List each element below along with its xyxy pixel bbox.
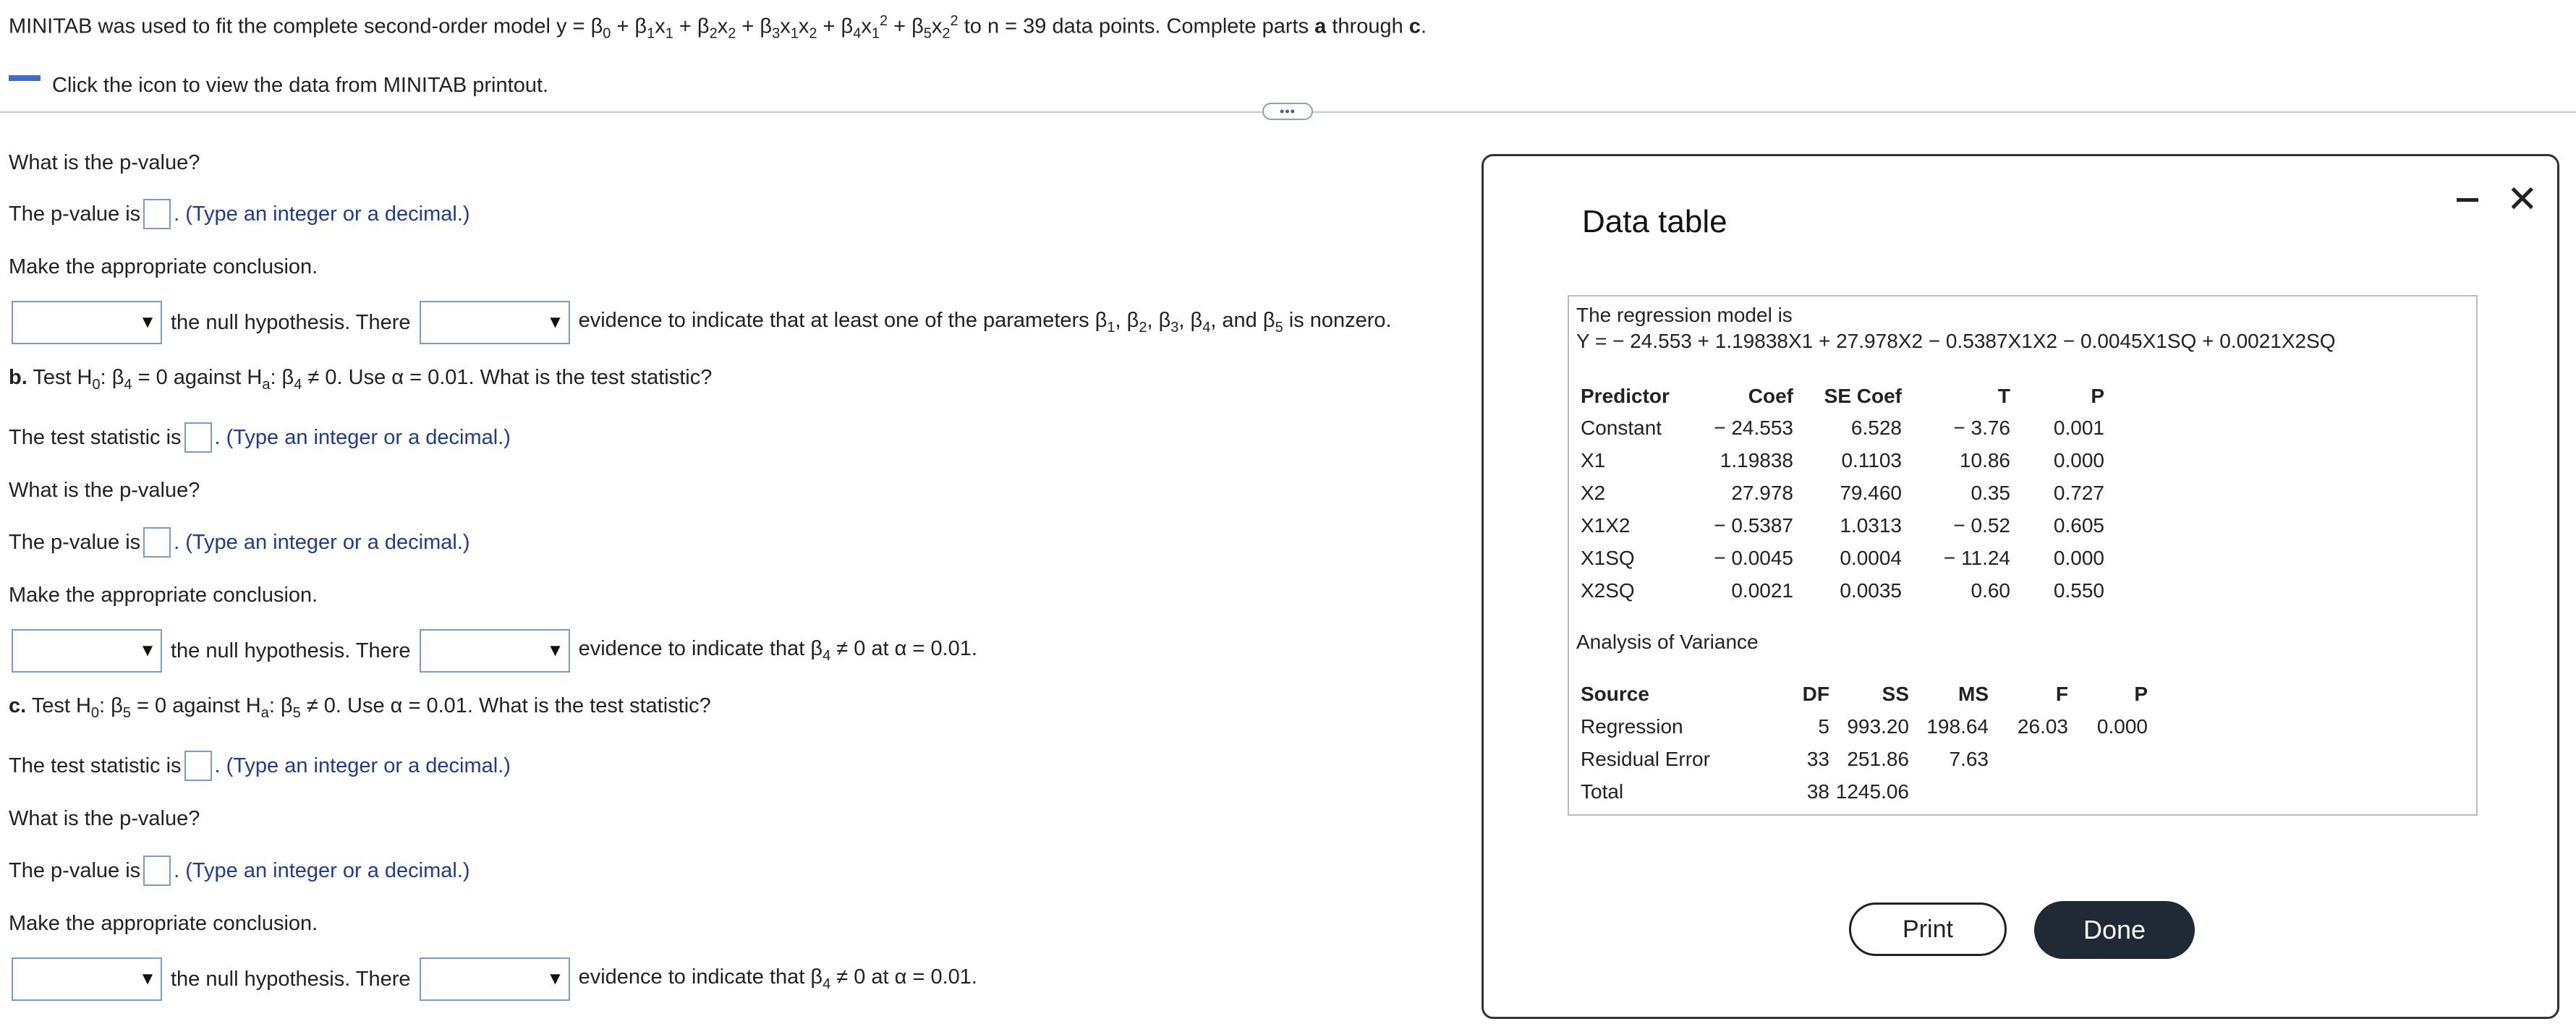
anova-header-ms: MS bbox=[1958, 683, 1989, 705]
part-c-conclusion-question: Make the appropriate conclusion. bbox=[9, 912, 318, 935]
part-c-evidence-text: evidence to indicate that $\beta_4 \ne 0$ at α = 0.01. bbox=[578, 965, 977, 992]
problem-statement: MINITAB was used to fit the complete second-order model $y = \beta_0 + \beta_1x_1 + \beta_2x_2 + \beta_3x_1x_2 + \beta_4x_1^2 + \beta_5x_2^2$ to n = 39 data points. Complete parts a through c. bbox=[9, 13, 1427, 42]
anova-row-p: 0.000 bbox=[2096, 715, 2148, 738]
data-table-icon[interactable] bbox=[9, 75, 41, 81]
coef-row-predictor: X1SQ bbox=[1581, 547, 1635, 569]
minitab-output bbox=[1568, 295, 2478, 816]
chevron-down-icon: ▼ bbox=[139, 312, 156, 332]
part-b-evidence-tail: ≠ 0 at α = 0.01. bbox=[836, 637, 977, 661]
anova-row-df: 38 bbox=[1806, 780, 1829, 803]
part-c-reject-dropdown[interactable] bbox=[12, 957, 162, 1001]
coef-header-coef: Coef bbox=[1748, 385, 1793, 407]
part-c-stat-row bbox=[9, 751, 511, 781]
part-c-stat-hint: . (Type an integer or a decimal.) bbox=[214, 754, 511, 777]
anova-header-source: Source bbox=[1581, 683, 1649, 705]
part-b-conclusion-question: Make the appropriate conclusion. bbox=[9, 584, 318, 607]
coef-row-t: 10.86 bbox=[1959, 449, 2010, 472]
part-b-q2: = 0 against H bbox=[137, 366, 263, 389]
coef-row-coef: 1.19838 bbox=[1720, 449, 1793, 472]
chevron-down-icon: ▼ bbox=[139, 969, 156, 989]
data-link-row[interactable] bbox=[9, 65, 549, 97]
coef-row-p: 0.000 bbox=[2053, 449, 2104, 472]
part-b-pvalue-prefix: The p-value is bbox=[9, 530, 141, 554]
anova-row-ms: 198.64 bbox=[1926, 715, 1989, 738]
coef-row-t: − 3.76 bbox=[1953, 417, 2010, 439]
part-a-pvalue-row bbox=[9, 199, 470, 229]
part-b-pvalue-input[interactable] bbox=[143, 527, 171, 558]
part-c-conclusion-row bbox=[12, 957, 977, 1001]
coef-row-coef: 0.0021 bbox=[1731, 579, 1793, 602]
part-c-q2: = 0 against H bbox=[137, 694, 261, 717]
part-c-null-text: the null hypothesis. There bbox=[171, 967, 411, 991]
part-c-pvalue-question: What is the p-value? bbox=[9, 807, 200, 830]
part-a-pvalue-input[interactable] bbox=[143, 199, 171, 229]
coef-row-t: − 11.24 bbox=[1943, 547, 2010, 569]
coef-row-predictor: X2SQ bbox=[1581, 579, 1635, 602]
coef-row-p: 0.000 bbox=[2053, 547, 2104, 569]
part-c-question: c. Test $H_0$: $\beta_5 = 0$ against $H_a$: $\beta_5 \ne 0$. Use α = 0.01. What is the test statistic? bbox=[9, 694, 711, 721]
coef-row-p: 0.727 bbox=[2053, 482, 2104, 504]
intro-text: MINITAB was used to fit the complete second-order model y = β bbox=[9, 14, 603, 38]
anova-row-f: 26.03 bbox=[2017, 715, 2068, 738]
part-c-evidence-tail: ≠ 0 at α = 0.01. bbox=[836, 965, 977, 989]
coef-row-p: 0.605 bbox=[2053, 514, 2104, 537]
anova-row-source: Residual Error bbox=[1581, 748, 1710, 770]
coef-row-secoef: 0.0035 bbox=[1840, 579, 1902, 602]
part-c-q3: ≠ 0. Use α = 0.01. What is the test statistic? bbox=[306, 694, 711, 717]
minimize-icon[interactable] bbox=[2457, 198, 2478, 202]
part-a-evidence-text: evidence to indicate that at least one of the parameters $\beta_1$, $\beta_2$, $\beta_3$, $\beta_4$, and $\beta_5$ is nonzero. bbox=[578, 309, 1392, 336]
coef-row-secoef: 6.528 bbox=[1850, 417, 1902, 439]
intro-tail: to n = 39 data points. Complete parts bbox=[958, 14, 1315, 38]
part-a-evidence-dropdown[interactable] bbox=[420, 301, 570, 344]
coef-row-predictor: X2 bbox=[1581, 482, 1606, 504]
coef-row-secoef: 1.0313 bbox=[1840, 514, 1902, 537]
part-b-q1: Test H bbox=[27, 366, 93, 389]
part-a-null-text: the null hypothesis. There bbox=[171, 310, 411, 334]
coef-row-coef: − 0.0045 bbox=[1714, 547, 1793, 569]
anova-header-ss: SS bbox=[1882, 683, 1909, 705]
done-button[interactable]: Done bbox=[2034, 901, 2195, 959]
coef-header-predictor: Predictor bbox=[1581, 385, 1670, 407]
coef-header-t: T bbox=[1997, 385, 2010, 407]
coef-row-secoef: 0.0004 bbox=[1840, 547, 1902, 569]
part-c-label: c. bbox=[9, 694, 27, 717]
part-c-pvalue-prefix: The p-value is bbox=[9, 858, 141, 882]
coef-row-coef: − 24.553 bbox=[1714, 417, 1793, 439]
data-link-text[interactable]: Click the icon to view the data from MINITAB printout. bbox=[52, 74, 549, 97]
coef-row-predictor: Constant bbox=[1581, 417, 1662, 439]
part-c-evidence-dropdown[interactable] bbox=[420, 957, 570, 1001]
anova-header-p: P bbox=[2134, 683, 2148, 705]
part-a-conclusion-question: Make the appropriate conclusion. bbox=[9, 255, 318, 278]
coef-row-coef: 27.978 bbox=[1731, 482, 1793, 504]
part-a-evidence-lead: evidence to indicate that at least one of the parameters β bbox=[578, 309, 1108, 333]
part-b-q3: ≠ 0. Use α = 0.01. What is the test statistic? bbox=[307, 366, 713, 389]
part-b-null-text: the null hypothesis. There bbox=[171, 639, 411, 662]
anova-header-f: F bbox=[2055, 683, 2068, 705]
part-b-pvalue-question: What is the p-value? bbox=[9, 479, 200, 502]
part-b-stat-prefix: The test statistic is bbox=[9, 425, 182, 449]
anova-label: Analysis of Variance bbox=[1576, 631, 1759, 653]
part-c-pvalue-hint: . (Type an integer or a decimal.) bbox=[174, 858, 470, 882]
part-b-pvalue-hint: . (Type an integer or a decimal.) bbox=[174, 530, 470, 554]
dialog-title: Data table bbox=[1582, 204, 1727, 239]
chevron-down-icon: ▼ bbox=[546, 641, 564, 660]
print-button[interactable]: Print bbox=[1849, 903, 2007, 956]
part-b-stat-row bbox=[9, 422, 511, 453]
chevron-down-icon: ▼ bbox=[546, 312, 564, 332]
coef-row-predictor: X1 bbox=[1581, 449, 1606, 472]
part-b-stat-hint: . (Type an integer or a decimal.) bbox=[214, 425, 511, 449]
anova-row-df: 33 bbox=[1806, 748, 1829, 770]
part-b-reject-dropdown[interactable] bbox=[12, 629, 162, 673]
part-a-reject-dropdown[interactable] bbox=[12, 301, 162, 344]
coef-row-p: 0.001 bbox=[2053, 417, 2104, 439]
anova-row-source: Regression bbox=[1581, 715, 1683, 738]
part-a-ref: a bbox=[1314, 14, 1327, 38]
coef-row-predictor: X1X2 bbox=[1581, 514, 1631, 537]
part-b-evidence-dropdown[interactable] bbox=[420, 629, 570, 673]
chevron-down-icon: ▼ bbox=[546, 969, 564, 989]
anova-row-ss: 1245.06 bbox=[1835, 780, 1909, 803]
coef-header-secoef: SE Coef bbox=[1824, 385, 1902, 407]
anova-row-ms: 7.63 bbox=[1949, 748, 1989, 770]
part-b-evidence-text: evidence to indicate that $\beta_4 \ne 0$ at α = 0.01. bbox=[578, 637, 977, 664]
part-b-question: b. Test $H_0$: $\beta_4 = 0$ against $H_a$: $\beta_4 \ne 0$. Use α = 0.01. What is the test statistic? bbox=[9, 366, 713, 393]
coef-row-t: − 0.52 bbox=[1953, 514, 2010, 537]
model-equation: Y = − 24.553 + 1.19838X1 + 27.978X2 − 0.5387X1X2 − 0.0045X1SQ + 0.0021X2SQ bbox=[1576, 330, 2336, 352]
part-c-pvalue-input[interactable] bbox=[143, 856, 171, 886]
chevron-down-icon: ▼ bbox=[139, 641, 156, 660]
part-c-stat-prefix: The test statistic is bbox=[9, 754, 182, 777]
part-b-label: b. bbox=[9, 366, 27, 389]
model-label: The regression model is bbox=[1576, 304, 1793, 326]
part-b-stat-input[interactable] bbox=[184, 422, 212, 453]
part-b-conclusion-row bbox=[12, 629, 977, 673]
part-a-pvalue-question: What is the p-value? bbox=[9, 151, 200, 174]
anova-row-ss: 993.20 bbox=[1847, 715, 1909, 738]
close-icon[interactable]: ✕ bbox=[2507, 179, 2538, 221]
collapse-handle[interactable]: ••• bbox=[1262, 103, 1313, 120]
part-a-pvalue-hint: . (Type an integer or a decimal.) bbox=[174, 202, 470, 226]
data-table-dialog bbox=[1482, 154, 2559, 1019]
part-a-evidence-tail: is nonzero. bbox=[1283, 309, 1392, 333]
coef-row-secoef: 79.460 bbox=[1840, 482, 1902, 504]
part-c-stat-input[interactable] bbox=[184, 751, 212, 781]
anova-row-df: 5 bbox=[1818, 715, 1829, 738]
part-b-evidence-lead: evidence to indicate that β bbox=[578, 637, 823, 661]
coef-row-secoef: 0.1103 bbox=[1841, 449, 1902, 472]
part-c-q1: Test H bbox=[26, 694, 91, 717]
part-b-pvalue-row bbox=[9, 527, 470, 558]
part-a-conclusion-row bbox=[12, 301, 1392, 344]
part-c-evidence-lead: evidence to indicate that β bbox=[578, 965, 823, 989]
anova-row-ss: 251.86 bbox=[1847, 748, 1909, 770]
anova-header-df: DF bbox=[1802, 683, 1829, 705]
coef-header-p: P bbox=[2091, 385, 2104, 407]
part-a-pvalue-prefix: The p-value is bbox=[9, 202, 141, 226]
anova-row-source: Total bbox=[1581, 780, 1624, 803]
period-text: . bbox=[1420, 14, 1427, 38]
coef-row-t: 0.35 bbox=[1971, 482, 2010, 504]
coef-row-coef: − 0.5387 bbox=[1714, 514, 1793, 537]
through-text: through bbox=[1326, 14, 1409, 38]
coef-row-p: 0.550 bbox=[2053, 579, 2104, 602]
part-c-pvalue-row bbox=[9, 856, 470, 886]
part-c-ref: c bbox=[1408, 14, 1421, 38]
coef-row-t: 0.60 bbox=[1971, 579, 2010, 602]
